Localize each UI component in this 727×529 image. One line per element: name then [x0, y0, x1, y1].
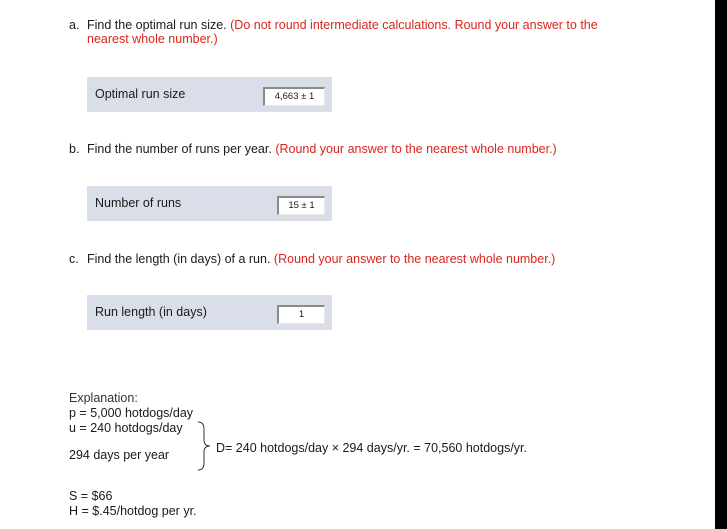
answer-row-optimal-run-size: [87, 77, 332, 112]
optimal-run-size-label: Optimal run size: [95, 87, 186, 101]
explanation-h: H = $.45/hotdog per yr.: [69, 504, 197, 518]
answer-row-number-of-runs: [87, 186, 332, 221]
question-b-text: Find the number of runs per year.: [87, 142, 272, 156]
question-c-letter: c.: [69, 252, 79, 266]
right-edge-band: [715, 0, 727, 529]
question-b-note: (Round your answer to the nearest whole number.): [275, 142, 557, 156]
explanation-p: p = 5,000 hotdogs/day: [69, 406, 194, 420]
curly-brace-icon: [196, 421, 212, 471]
optimal-run-size-input[interactable]: 4,663 ± 1: [263, 87, 325, 106]
question-a-note-line2: nearest whole number.): [87, 32, 218, 46]
explanation-days: 294 days per year: [69, 448, 170, 462]
question-c-note: (Round your answer to the nearest whole number.): [273, 252, 556, 266]
number-of-runs-input[interactable]: 15 ± 1: [277, 196, 325, 215]
number-of-runs-label: Number of runs: [95, 196, 182, 210]
run-length-label: Run length (in days): [95, 305, 207, 319]
question-c: [69, 252, 555, 266]
explanation-formula: D= 240 hotdogs/day × 294 days/yr. = 70,560 hotdogs/yr.: [216, 441, 527, 455]
question-a-letter: a.: [69, 18, 80, 32]
explanation-u: u = 240 hotdogs/day: [69, 421, 183, 435]
explanation-title: Explanation:: [69, 391, 138, 405]
explanation-s: S = $66: [69, 489, 113, 503]
run-length-input[interactable]: 1: [277, 305, 325, 324]
question-a-note-line1: (Do not round intermediate calculations. Round your answer to the: [230, 18, 598, 32]
answer-row-run-length: [87, 295, 332, 330]
question-c-text: Find the length (in days) of a run.: [87, 252, 271, 266]
question-b-letter: b.: [69, 142, 80, 156]
question-a: [69, 18, 598, 46]
question-b: [69, 142, 557, 156]
question-a-text: Find the optimal run size.: [87, 18, 227, 32]
